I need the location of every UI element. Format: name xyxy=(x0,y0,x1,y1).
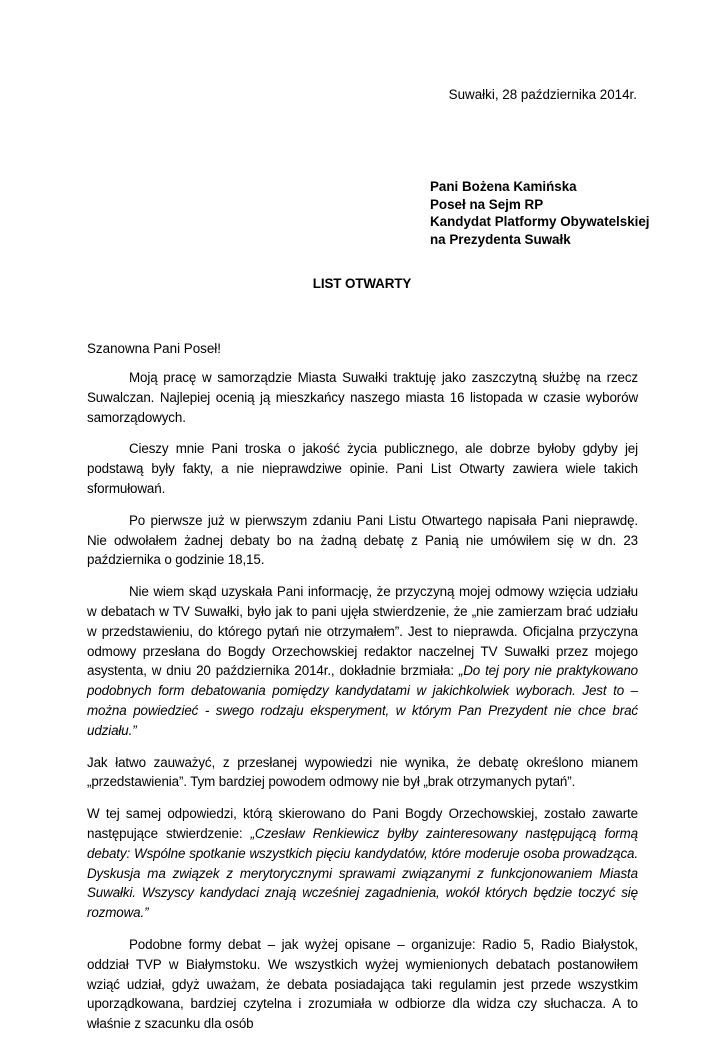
addressee-name: Pani Bożena Kamińska xyxy=(430,179,577,194)
letter-title: LIST OTWARTY xyxy=(312,276,412,291)
greeting: Szanowna Pani Poseł! xyxy=(87,341,221,356)
paragraph-6 xyxy=(87,804,638,923)
paragraph-6-quote: „Czesław Renkiewicz byłby zainteresowany następującą formą debaty: Wspólne spotkanie wszystkich pięciu kandydatów, które moderuje osoba prowadząca. Dyskusja ma związek z merytorycznymi sprawami związanymi z funkcjonowaniem Miasta Suwałki. Wszyscy kandydaci znają wcześniej zagadnienia, wokół których będzie toczyć się rozmowa.” xyxy=(87,825,639,921)
paragraph-4 xyxy=(87,582,638,740)
addressee-office: na Prezydenta Suwałk xyxy=(430,231,571,247)
paragraph-3: Po pierwsze już w pierwszym zdaniu Pani Listu Otwartego napisała Pani nieprawdę. Nie odwołałem żadnej debaty bo na żadną debatę z Panią nie umówiłem się w dn. 23 października o godzinie 18,15. xyxy=(87,512,638,568)
letter-body xyxy=(87,368,638,1046)
paragraph-4-text: Nie wiem skąd uzyskała Pani informację, że przyczyną mojej odmowy wzięcia udziału w debatach w TV Suwałki, było jak to pani ujęła stwierdzenie, że „nie zamierzam brać udziału w przedstawieniu, do którego pytań nie otrzymałem”. Jest to nieprawda. Oficjalna przyczyna odmowy przesłana do Bogdy Orzechowskiej redaktor naczelnej TV Suwałki przez mojego asystenta, w dniu 20 października 2014r., dokładnie brzmiała: xyxy=(87,584,638,679)
addressee-position: Poseł na Sejm RP xyxy=(430,196,544,212)
paragraph-2: Cieszy mnie Pani troska o jakość życia publicznego, ale dobrze byłoby gdyby jej podstawą były fakty, a nie nieprawdziwe opinie. Pani List Otwarty zawiera wiele takich sformułowań. xyxy=(87,441,638,496)
paragraph-7: Podobne formy debat – jak wyżej opisane – organizuje: Radio 5, Radio Białystok, oddział TVP w Białymstoku. We wszystkich wyżej wymienionych debatach postanowiłem wziąć udział, gdyż uważam, że debata posiadająca taki regulamin jest przede wszystkim uporządkowana, bardziej czytelna i zrozumiała w odbiorze dla widza czy słuchacza. A to właśnie z szacunku dla osób xyxy=(87,936,638,1032)
addressee-candidacy: Kandydat Platformy Obywatelskiej xyxy=(430,214,650,229)
paragraph-4-quote: „Do tej pory nie praktykowano podobnych form debatowania pomiędzy kandydatami w jakichkolwiek wyborach. Jest to – można powiedzieć - swego rodzaju eksperyment, w którym Pan Prezydent nie chce brać udziału.” xyxy=(87,663,638,738)
date-line: Suwałki, 28 października 2014r. xyxy=(448,87,637,102)
paragraph-5: Jak łatwo zauważyć, z przesłanej wypowiedzi nie wynika, że debatę określono mianem „przedstawienia”. Tym bardziej powodem odmowy nie był „brak otrzymanych pytań”. xyxy=(87,754,638,790)
paragraph-6-text: W tej samej odpowiedzi, którą skierowano do Pani Bogdy Orzechowskiej, zostało zawarte następujące stwierdzenie: xyxy=(87,806,638,841)
paragraph-1: Moją pracę w samorządzie Miasta Suwałki traktuję jako zaszczytną służbę na rzecz Suwalczan. Najlepiej ocenią ją mieszkańcy naszego miasta 16 listopada w czasie wyborów samorządowych. xyxy=(87,370,638,425)
addressee-block xyxy=(430,178,650,248)
